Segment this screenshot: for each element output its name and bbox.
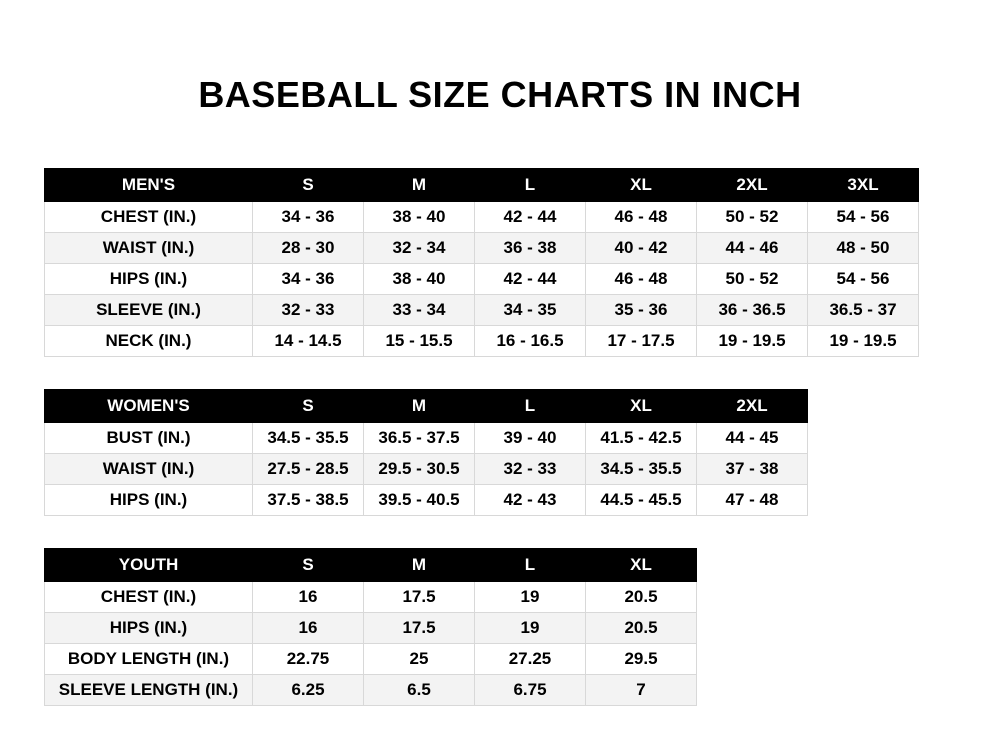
table-row (45, 675, 697, 706)
table-cell: 34 - 36 (253, 264, 364, 295)
table-cell: 44 - 45 (697, 423, 808, 454)
column-header: 2XL (697, 390, 808, 423)
row-label: HIPS (IN.) (45, 613, 253, 644)
table-cell: 6.75 (475, 675, 586, 706)
table-cell: 17 - 17.5 (586, 326, 697, 357)
column-header: XL (586, 549, 697, 582)
table-cell: 36 - 36.5 (697, 295, 808, 326)
column-header: L (475, 549, 586, 582)
table-cell: 28 - 30 (253, 233, 364, 264)
row-label: WAIST (IN.) (45, 454, 253, 485)
column-header: WOMEN'S (45, 390, 253, 423)
table-cell: 17.5 (364, 613, 475, 644)
table-cell: 36.5 - 37 (808, 295, 919, 326)
tables-container (0, 168, 1000, 706)
table-cell: 38 - 40 (364, 202, 475, 233)
table-cell: 15 - 15.5 (364, 326, 475, 357)
column-header: MEN'S (45, 169, 253, 202)
table-cell: 32 - 33 (253, 295, 364, 326)
table-cell: 16 - 16.5 (475, 326, 586, 357)
womens-size-table (44, 389, 808, 516)
table-cell: 16 (253, 613, 364, 644)
table-cell: 47 - 48 (697, 485, 808, 516)
table-cell: 29.5 (586, 644, 697, 675)
table-cell: 44.5 - 45.5 (586, 485, 697, 516)
table-row (45, 454, 808, 485)
column-header: S (253, 549, 364, 582)
table-cell: 29.5 - 30.5 (364, 454, 475, 485)
row-label: HIPS (IN.) (45, 264, 253, 295)
table-cell: 48 - 50 (808, 233, 919, 264)
table-cell: 32 - 33 (475, 454, 586, 485)
column-header: M (364, 390, 475, 423)
table-cell: 34 - 35 (475, 295, 586, 326)
table-header-row (45, 390, 808, 423)
table-cell: 42 - 44 (475, 264, 586, 295)
column-header: L (475, 390, 586, 423)
column-header: XL (586, 390, 697, 423)
table-cell: 36 - 38 (475, 233, 586, 264)
table-cell: 22.75 (253, 644, 364, 675)
table-cell: 39.5 - 40.5 (364, 485, 475, 516)
table-cell: 16 (253, 582, 364, 613)
table-cell: 17.5 (364, 582, 475, 613)
table-cell: 38 - 40 (364, 264, 475, 295)
table-cell: 42 - 44 (475, 202, 586, 233)
column-header: M (364, 549, 475, 582)
row-label: SLEEVE (IN.) (45, 295, 253, 326)
table-cell: 50 - 52 (697, 264, 808, 295)
table-cell: 36.5 - 37.5 (364, 423, 475, 454)
table-row (45, 202, 919, 233)
table-cell: 19 - 19.5 (808, 326, 919, 357)
table-cell: 40 - 42 (586, 233, 697, 264)
table-cell: 6.5 (364, 675, 475, 706)
table-row (45, 264, 919, 295)
table-cell: 27.25 (475, 644, 586, 675)
table-cell: 19 (475, 613, 586, 644)
table-row (45, 644, 697, 675)
row-label: CHEST (IN.) (45, 582, 253, 613)
table-header-row (45, 169, 919, 202)
table-row (45, 485, 808, 516)
table-cell: 46 - 48 (586, 202, 697, 233)
table-row (45, 423, 808, 454)
row-label: CHEST (IN.) (45, 202, 253, 233)
column-header: YOUTH (45, 549, 253, 582)
row-label: BODY LENGTH (IN.) (45, 644, 253, 675)
table-cell: 14 - 14.5 (253, 326, 364, 357)
table-cell: 19 - 19.5 (697, 326, 808, 357)
table-cell: 34 - 36 (253, 202, 364, 233)
table-cell: 39 - 40 (475, 423, 586, 454)
row-label: SLEEVE LENGTH (IN.) (45, 675, 253, 706)
table-cell: 34.5 - 35.5 (253, 423, 364, 454)
page-title: BASEBALL SIZE CHARTS IN INCH (198, 74, 802, 115)
youth-size-table (44, 548, 697, 706)
table-row (45, 295, 919, 326)
column-header: S (253, 169, 364, 202)
column-header: 2XL (697, 169, 808, 202)
table-row (45, 233, 919, 264)
table-cell: 54 - 56 (808, 264, 919, 295)
row-label: HIPS (IN.) (45, 485, 253, 516)
table-cell: 6.25 (253, 675, 364, 706)
table-cell: 37 - 38 (697, 454, 808, 485)
table-cell: 25 (364, 644, 475, 675)
table-row (45, 613, 697, 644)
column-header: XL (586, 169, 697, 202)
table-cell: 7 (586, 675, 697, 706)
table-cell: 50 - 52 (697, 202, 808, 233)
table-row (45, 326, 919, 357)
table-cell: 33 - 34 (364, 295, 475, 326)
table-cell: 54 - 56 (808, 202, 919, 233)
table-cell: 34.5 - 35.5 (586, 454, 697, 485)
column-header: L (475, 169, 586, 202)
table-cell: 44 - 46 (697, 233, 808, 264)
table-cell: 20.5 (586, 613, 697, 644)
column-header: S (253, 390, 364, 423)
column-header: M (364, 169, 475, 202)
table-cell: 42 - 43 (475, 485, 586, 516)
table-cell: 32 - 34 (364, 233, 475, 264)
table-cell: 37.5 - 38.5 (253, 485, 364, 516)
table-cell: 27.5 - 28.5 (253, 454, 364, 485)
table-cell: 46 - 48 (586, 264, 697, 295)
column-header: 3XL (808, 169, 919, 202)
table-cell: 41.5 - 42.5 (586, 423, 697, 454)
row-label: NECK (IN.) (45, 326, 253, 357)
table-cell: 35 - 36 (586, 295, 697, 326)
row-label: BUST (IN.) (45, 423, 253, 454)
table-row (45, 582, 697, 613)
table-cell: 19 (475, 582, 586, 613)
row-label: WAIST (IN.) (45, 233, 253, 264)
mens-size-table (44, 168, 919, 357)
table-cell: 20.5 (586, 582, 697, 613)
table-header-row (45, 549, 697, 582)
